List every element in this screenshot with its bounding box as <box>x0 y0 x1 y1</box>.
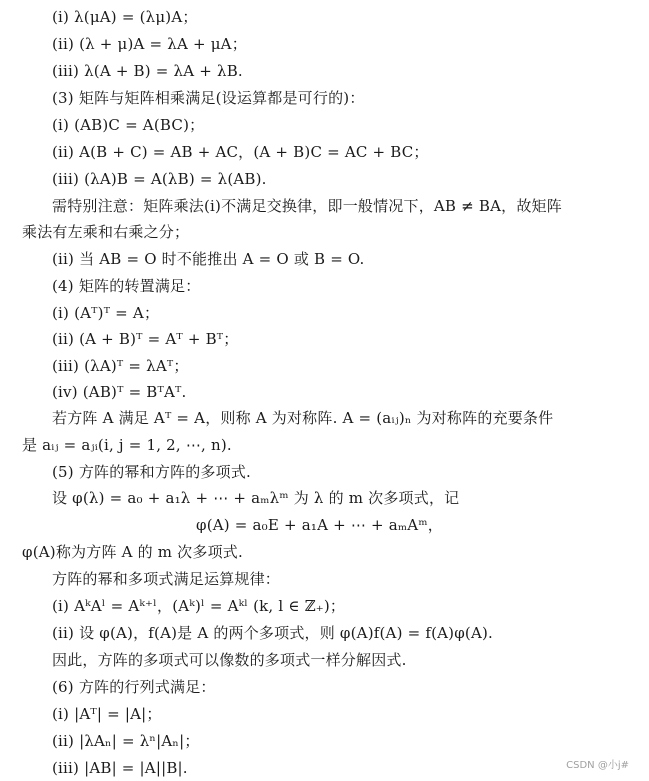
text-line: (ii) |λAₙ| = λⁿ|Aₙ|； <box>52 732 200 750</box>
text-line: 方阵的幂和多项式满足运算规律： <box>52 570 281 588</box>
section-heading: (3) 矩阵与矩阵相乘满足(设运算都是可行的)： <box>52 89 365 107</box>
text-line: (i) λ(μA) = (λμ)A； <box>52 8 198 26</box>
formula-line: φ(A) = a₀E + a₁A + ⋯ + aₘAᵐ， <box>196 516 443 534</box>
text-line: (iv) (AB)ᵀ = BᵀAᵀ. <box>52 383 187 401</box>
section-heading: (6) 方阵的行列式满足： <box>52 678 216 696</box>
text-line: (ii) A(B + C) = AB + AC，(A + B)C = AC + BC； <box>52 143 429 161</box>
text-line: (i) |Aᵀ| = |A|； <box>52 705 162 723</box>
text-line: (iii) |AB| = |A||B|. <box>52 759 188 777</box>
text-line: 是 aᵢⱼ = aⱼᵢ(i, j = 1, 2, ⋯, n). <box>22 436 232 454</box>
text-line: 若方阵 A 满足 Aᵀ = A，则称 A 为对称阵. A = (aᵢⱼ)ₙ 为对称阵的充要条件 <box>52 409 554 427</box>
text-line: (ii) (λ + μ)A = λA + μA； <box>52 35 247 53</box>
watermark: CSDN @小j# <box>566 760 629 771</box>
text-line: (ii) (A + B)ᵀ = Aᵀ + Bᵀ； <box>52 330 239 348</box>
text-line: 需特别注意：矩阵乘法(i)不满足交换律，即一般情况下，AB ≠ BA，故矩阵 <box>52 197 562 215</box>
text-line: (ii) 设 φ(A)，f(A)是 A 的两个多项式，则 φ(A)f(A) = f(A)φ(A). <box>52 624 494 642</box>
text-line: 乘法有左乘和右乘之分； <box>22 223 190 241</box>
text-line: 因此，方阵的多项式可以像数的多项式一样分解因式. <box>52 651 407 669</box>
text-line: (i) (Aᵀ)ᵀ = A； <box>52 304 160 322</box>
text-line: (iii) (λA)ᵀ = λAᵀ； <box>52 357 189 375</box>
section-heading: (4) 矩阵的转置满足： <box>52 277 201 295</box>
text-line: (ii) 当 AB = O 时不能推出 A = O 或 B = O. <box>52 250 365 268</box>
text-line: 设 φ(λ) = a₀ + a₁λ + ⋯ + aₘλᵐ 为 λ 的 m 次多项式，记 <box>52 489 460 507</box>
section-heading: (5) 方阵的幂和方阵的多项式. <box>52 463 251 481</box>
text-line: (iii) λ(A + B) = λA + λB. <box>52 62 243 80</box>
text-line: (i) AᵏAˡ = Aᵏ⁺ˡ，(Aᵏ)ˡ = Aᵏˡ (k, l ∈ ℤ₊)； <box>52 597 346 615</box>
text-line: φ(A)称为方阵 A 的 m 次多项式. <box>22 543 243 561</box>
text-line: (iii) (λA)B = A(λB) = λ(AB). <box>52 170 267 188</box>
text-line: (i) (AB)C = A(BC)； <box>52 116 205 134</box>
